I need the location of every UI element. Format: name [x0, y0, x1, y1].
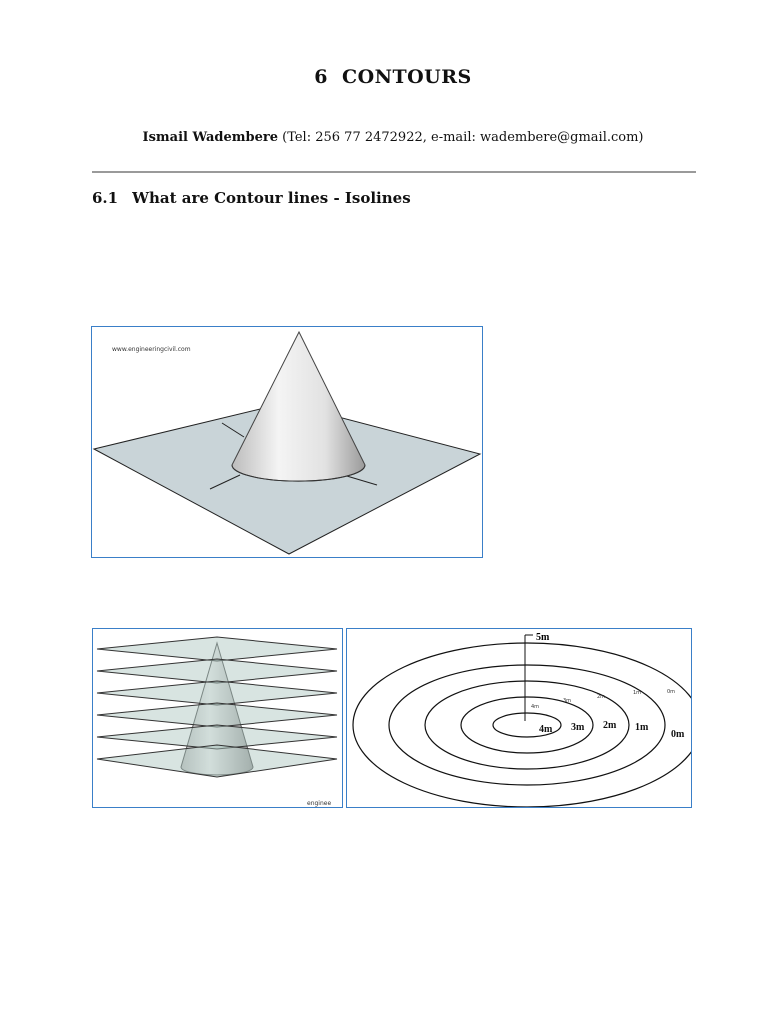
section-title: What are Contour lines - Isolines [132, 189, 411, 207]
chapter-number: 6 [314, 66, 328, 88]
sliced-cone-figure [92, 628, 343, 808]
cone-shape [232, 332, 365, 481]
label-4m: 4m [539, 724, 553, 735]
peak-label: 5m [536, 632, 550, 643]
figure2-watermark: enginee [307, 800, 332, 807]
svg-text:4m: 4m [531, 704, 540, 710]
author-name: Ismail Wadembere [142, 130, 278, 145]
svg-text:1m: 1m [633, 690, 642, 696]
slice-planes [97, 637, 337, 777]
author-contact: (Tel: 256 77 2472922, e-mail: wadembere@gmail.com) [282, 130, 644, 145]
section-number: 6.1 [92, 189, 119, 207]
svg-text:0m: 0m [667, 689, 676, 695]
cone-on-plane-figure [91, 326, 483, 558]
label-1m: 1m [635, 722, 649, 733]
section-heading [92, 189, 411, 207]
header-divider [92, 171, 696, 173]
author-line [0, 130, 768, 145]
contour-map-figure [346, 628, 692, 808]
chapter-title [0, 66, 768, 88]
svg-text:2m: 2m [597, 694, 606, 700]
chapter-title-text: CONTOURS [341, 66, 472, 88]
label-2m: 2m [603, 720, 617, 731]
label-0m: 0m [671, 729, 685, 740]
label-3m: 3m [571, 722, 585, 733]
svg-text:3m: 3m [563, 698, 572, 704]
figure1-watermark: www.engineeringcivil.com [112, 346, 191, 353]
